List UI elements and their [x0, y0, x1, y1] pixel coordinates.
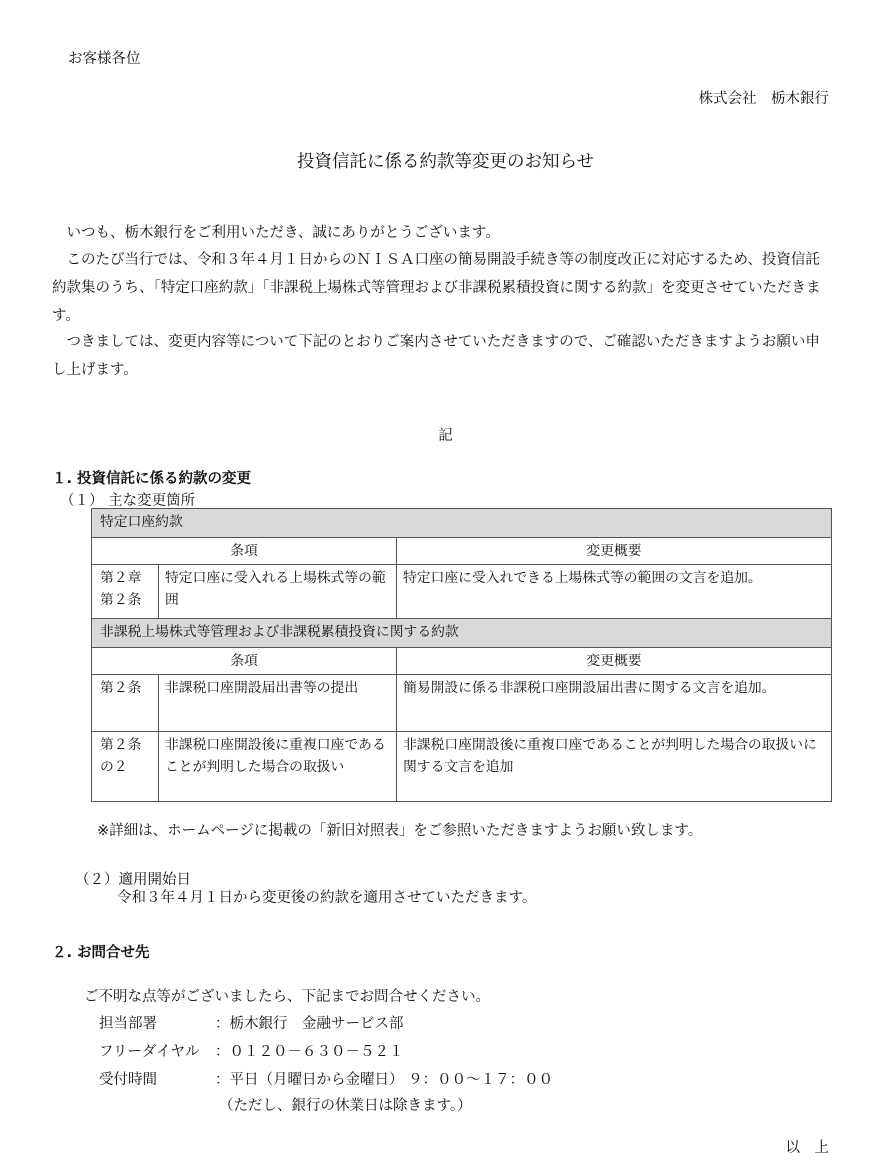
- article-title: 特定口座に受入れる上場株式等の範囲: [159, 565, 397, 619]
- intro-paragraph-1: いつも、栃木銀行をご利用いただき、誠にありがとうございます。: [66, 225, 500, 241]
- column-header-summary: 変更概要: [397, 538, 832, 565]
- article-number: 第２章 第２条: [92, 565, 159, 619]
- article-title: 非課税口座開設後に重複口座であることが判明した場合の取扱い: [159, 732, 397, 802]
- company-name: 株式会社 栃木銀行: [698, 91, 829, 107]
- table-row: [92, 565, 832, 619]
- column-header-article: 条項: [92, 538, 397, 565]
- hours-note: （ただし、銀行の休業日は除きます。）: [219, 1098, 472, 1114]
- subsection-1-heading: （１） 主な変更箇所: [60, 493, 196, 509]
- table-row: [92, 732, 832, 802]
- table-group-header: [92, 619, 832, 648]
- column-header-article: 条項: [92, 648, 397, 675]
- department-value: ：栃木銀行 金融サービス部: [215, 1016, 404, 1032]
- contact-intro: ご不明な点等がございましたら、下記までお問合せください。: [84, 989, 490, 1005]
- department-label: 担当部署: [99, 1016, 157, 1032]
- change-summary: 特定口座に受入れできる上場株式等の範囲の文言を追加。: [397, 565, 832, 619]
- section-1-heading: １. 投資信託に係る約款の変更: [52, 471, 252, 487]
- group-name: 特定口座約款: [92, 509, 832, 538]
- article-number: 第２条の２: [92, 732, 159, 802]
- intro-paragraph-3: つきましては、変更内容等について下記のとおりご案内させていただきますので、ご確認いただきますようお願い申し上げます。: [52, 334, 820, 378]
- column-header-summary: 変更概要: [397, 648, 832, 675]
- group-name: 非課税上場株式等管理および非課税累積投資に関する約款: [92, 619, 832, 648]
- table-row: [92, 675, 832, 732]
- document-title: 投資信託に係る約款等変更のお知らせ: [297, 152, 594, 172]
- salutation: お客様各位: [68, 51, 141, 67]
- changes-table: [91, 508, 832, 802]
- phone-value: ：０１２０－６３０－５２１: [215, 1044, 404, 1060]
- ki-mark: 記: [438, 428, 453, 444]
- contact-department-row: [99, 1012, 404, 1033]
- phone-label: フリーダイヤル: [99, 1044, 200, 1060]
- change-summary: 非課税口座開設後に重複口座であることが判明した場合の取扱いに関する文言を追加: [397, 732, 832, 802]
- contact-hours-row: [99, 1068, 553, 1089]
- closing-mark: 以 上: [785, 1140, 829, 1156]
- section-2-heading: ２. お問合せ先: [52, 945, 150, 961]
- effective-date-text: 令和３年４月１日から変更後の約款を適用させていただきます。: [117, 890, 537, 906]
- detail-note: ※詳細は、ホームページに掲載の「新旧対照表」をご参照いただきますようお願い致します。: [97, 823, 703, 839]
- table-column-header: [92, 648, 832, 675]
- contact-phone-row: [99, 1040, 404, 1061]
- subsection-2-heading: （２）適用開始日: [75, 872, 191, 888]
- intro-paragraph-2: このたび当行では、令和３年４月１日からのＮＩＳＡ口座の簡易開設手続き等の制度改正に対応するため、投資信託約款集のうち、「特定口座約款」「非課税上場株式等管理および非課税累積投資に関する約款」を変更させていただきます。: [52, 252, 821, 324]
- change-summary: 簡易開設に係る非課税口座開設届出書に関する文言を追加。: [397, 675, 832, 732]
- article-title: 非課税口座開設届出書等の提出: [159, 675, 397, 732]
- hours-value: ：平日（月曜日から金曜日） ９：００～１７：００: [215, 1072, 554, 1088]
- article-number: 第２条: [92, 675, 159, 732]
- table-group-header: [92, 509, 832, 538]
- table-column-header: [92, 538, 832, 565]
- hours-label: 受付時間: [99, 1072, 157, 1088]
